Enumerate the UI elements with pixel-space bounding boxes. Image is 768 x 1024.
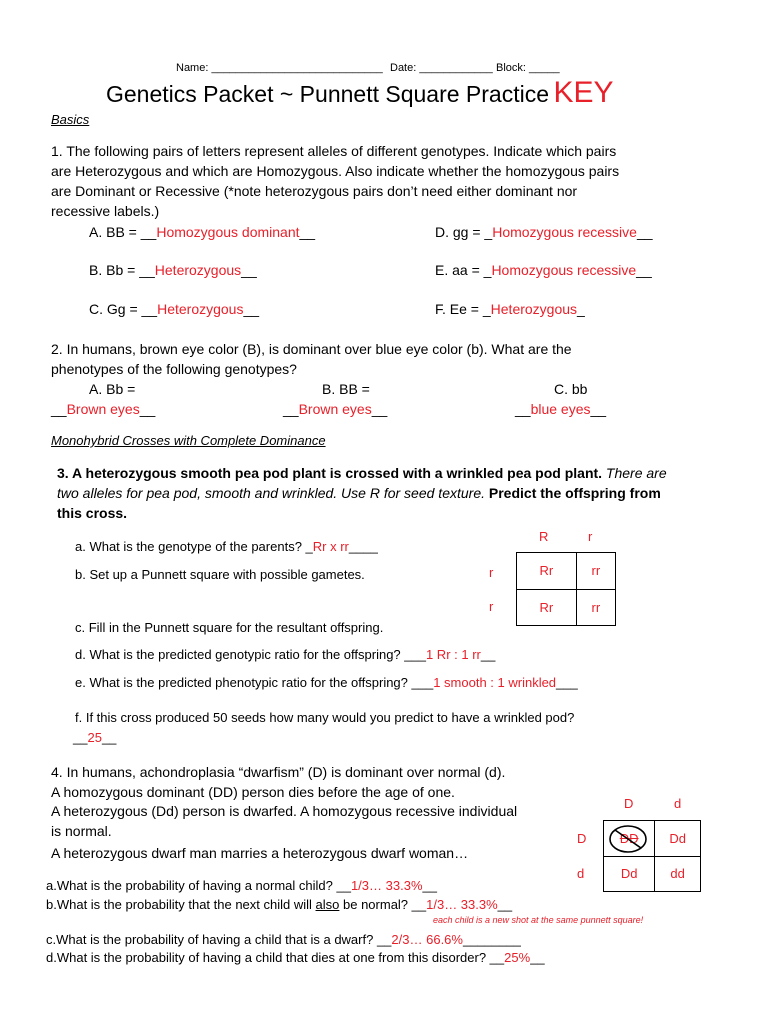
q3-line2 [57, 485, 661, 501]
q4-d-tail: __ [530, 950, 545, 965]
q3-line1-ital: There are [602, 465, 667, 481]
p2-side-2: d [577, 866, 585, 881]
q3-line3: this cross. [57, 505, 128, 521]
q4-line5: A heterozygous dwarf man marries a heterozygous dwarf woman… [51, 845, 469, 861]
q3-d-tail: __ [480, 647, 496, 662]
q4-b-answer: 1/3… 33.3% [426, 897, 498, 912]
q1-item-f-label: F. Ee = _ [435, 301, 491, 317]
q1-item-c-label: C. Gg = __ [89, 301, 158, 317]
p2-cell-text: DD [619, 830, 639, 846]
q2-item-b-answer-line: __Brown eyes__ [283, 401, 388, 417]
q1-item-c-answer: Heterozygous [157, 301, 244, 317]
q2-item-b-label: B. BB = [322, 381, 370, 397]
q3-line2-ital: two alleles for pea pod, smooth and wrinkled. Use R for seed texture. [57, 485, 485, 501]
q3-f-answer: 25 [87, 730, 102, 745]
q3-b: b. Set up a Punnett square with possible gametes. [75, 567, 365, 582]
q1-item-f-tail: _ [577, 301, 585, 317]
q4-c [46, 932, 521, 947]
mono-heading: Monohybrid Crosses with Complete Dominance [51, 433, 326, 448]
q4-a-answer: 1/3… 33.3% [350, 878, 423, 893]
q2-item-a-answer-line: __Brown eyes__ [51, 401, 156, 417]
page-title [106, 76, 613, 110]
p2-cell: dd [655, 856, 701, 892]
q1-item-e-answer: Homozygous recessive [491, 262, 637, 278]
q4-a [46, 878, 437, 893]
q1-item-f-answer: Heterozygous [490, 301, 578, 317]
q1-line4: recessive labels.) [51, 203, 160, 219]
p1-cell: Rr [517, 553, 577, 590]
q4-b-label-also: also [315, 897, 340, 912]
q4-d [46, 950, 545, 965]
prohibited-icon [606, 823, 650, 855]
q1-item-a-tail: __ [299, 224, 316, 240]
q2-item-c-answer-line: __blue eyes__ [515, 401, 607, 417]
q3-f-answer-line [73, 730, 116, 745]
q3-a-tail: ____ [348, 539, 378, 554]
name-field: Name: ____________________________ [176, 62, 383, 74]
q4-d-answer: 25% [504, 950, 531, 965]
q4-line4: is normal. [51, 823, 112, 839]
p2-cell-dd-crossed [604, 821, 655, 857]
basics-heading: Basics [51, 112, 90, 127]
q3-line2-bold: Predict the offspring from [485, 485, 661, 501]
q1-item-a-answer: Homozygous dominant [156, 224, 300, 240]
q4-d-label: d.What is the probability of having a child that dies at one from this disorder? __ [46, 950, 505, 965]
q1-item-b-tail: __ [241, 262, 257, 278]
q3-d-label: d. What is the predicted genotypic ratio for the offspring? ___ [75, 647, 426, 662]
q3-a [75, 539, 378, 554]
q4-b-label-post: be normal? __ [339, 897, 427, 912]
p2-cell: Dd [604, 856, 655, 892]
q1-item-b [89, 262, 257, 278]
q1-item-a-label: A. BB = __ [89, 224, 157, 240]
q4-c-tail: ________ [462, 932, 521, 947]
q1-item-e [435, 262, 652, 278]
q3-c: c. Fill in the Punnett square for the resultant offspring. [75, 620, 384, 635]
q1-item-c-tail: __ [243, 301, 260, 317]
q4-line1: 4. In humans, achondroplasia “dwarfism” (D) is dominant over normal (d). [51, 764, 506, 780]
q1-line2: are Heterozygous and which are Homozygous. Also indicate whether the homozygous pairs [51, 163, 620, 179]
q3-line1-bold: 3. A heterozygous smooth pea pod plant is crossed with a wrinkled pea pod plant. [57, 465, 603, 481]
q3-f: f. If this cross produced 50 seeds how many would you predict to have a wrinkled pod? [75, 710, 575, 725]
q4-note: each child is a new shot at the same punnett square! [433, 915, 644, 925]
q4-b-tail: __ [497, 897, 513, 912]
q1-line1: 1. The following pairs of letters represent alleles of different genotypes. Indicate which pairs [51, 143, 617, 159]
q4-line2: A homozygous dominant (DD) person dies before the age of one. [51, 784, 455, 800]
p2-top-1: D [624, 796, 634, 811]
p1-side-1: r [489, 565, 494, 580]
q3-e [75, 675, 578, 690]
q1-line3: are Dominant or Recessive (*note heterozygous pairs don’t need either dominant nor [51, 183, 578, 199]
q3-f-tail: __ [101, 730, 117, 745]
q4-line3: A heterozygous (Dd) person is dwarfed. A homozygous recessive individual [51, 803, 518, 819]
p2-side-1: D [577, 831, 587, 846]
q2-item-a-label: A. Bb = [89, 381, 136, 397]
q3-d-answer: 1 Rr : 1 rr [425, 647, 481, 662]
q2-line2: phenotypes of the following genotypes? [51, 361, 297, 377]
q1-item-d-tail: __ [636, 224, 653, 240]
q4-a-tail: __ [422, 878, 437, 893]
p1-cell: rr [576, 553, 615, 590]
q1-item-d [435, 224, 653, 240]
p1-side-2: r [489, 599, 494, 614]
q3-a-label: a. What is the genotype of the parents? _ [75, 539, 313, 554]
q2-line1: 2. In humans, brown eye color (B), is dominant over blue eye color (b). What are the [51, 341, 572, 357]
q1-item-c [89, 301, 259, 317]
q4-c-answer: 2/3… 66.6% [391, 932, 463, 947]
p1-top-1: R [539, 529, 549, 544]
q1-item-d-answer: Homozygous recessive [492, 224, 637, 240]
p1-cell: Rr [517, 589, 577, 626]
q4-b-label-pre: b.What is the probability that the next child will [46, 897, 316, 912]
q3-d [75, 647, 495, 662]
q1-item-b-answer: Heterozygous [154, 262, 242, 278]
q1-item-a [89, 224, 315, 240]
q1-item-e-label: E. aa = _ [435, 262, 492, 278]
q1-item-e-tail: __ [636, 262, 652, 278]
q2-item-c-label: C. bb [554, 381, 588, 397]
q4-b [46, 897, 512, 912]
punnett-square-1 [516, 552, 616, 626]
p2-cell: Dd [655, 821, 701, 857]
q3-e-label: e. What is the predicted phenotypic ratio for the offspring? ___ [75, 675, 434, 690]
q2-item-a-answer: Brown eyes [66, 401, 140, 417]
q3-line1 [57, 465, 667, 481]
q1-item-b-label: B. Bb = __ [89, 262, 155, 278]
q3-e-tail: ___ [556, 675, 578, 690]
title-text: Genetics Packet ~ Punnett Square Practice [106, 81, 549, 107]
punnett-square-2 [603, 820, 701, 892]
title-key: KEY [553, 76, 614, 109]
p2-top-2: d [674, 796, 682, 811]
block-field: Block: _____ [496, 62, 560, 74]
q1-item-d-label: D. gg = _ [435, 224, 493, 240]
q2-item-b-answer: Brown eyes [298, 401, 372, 417]
q4-a-label: a.What is the probability of having a normal child? __ [46, 878, 351, 893]
p1-cell: rr [576, 589, 615, 626]
p1-top-2: r [588, 529, 593, 544]
q3-a-answer: Rr x rr [312, 539, 349, 554]
q1-item-f [435, 301, 585, 317]
q2-item-c-answer: blue eyes [530, 401, 591, 417]
q4-c-label: c.What is the probability of having a child that is a dwarf? __ [46, 932, 392, 947]
q3-f-pre: __ [73, 730, 88, 745]
date-field: Date: ____________ [390, 62, 493, 74]
q3-e-answer: 1 smooth : 1 wrinkled [433, 675, 557, 690]
